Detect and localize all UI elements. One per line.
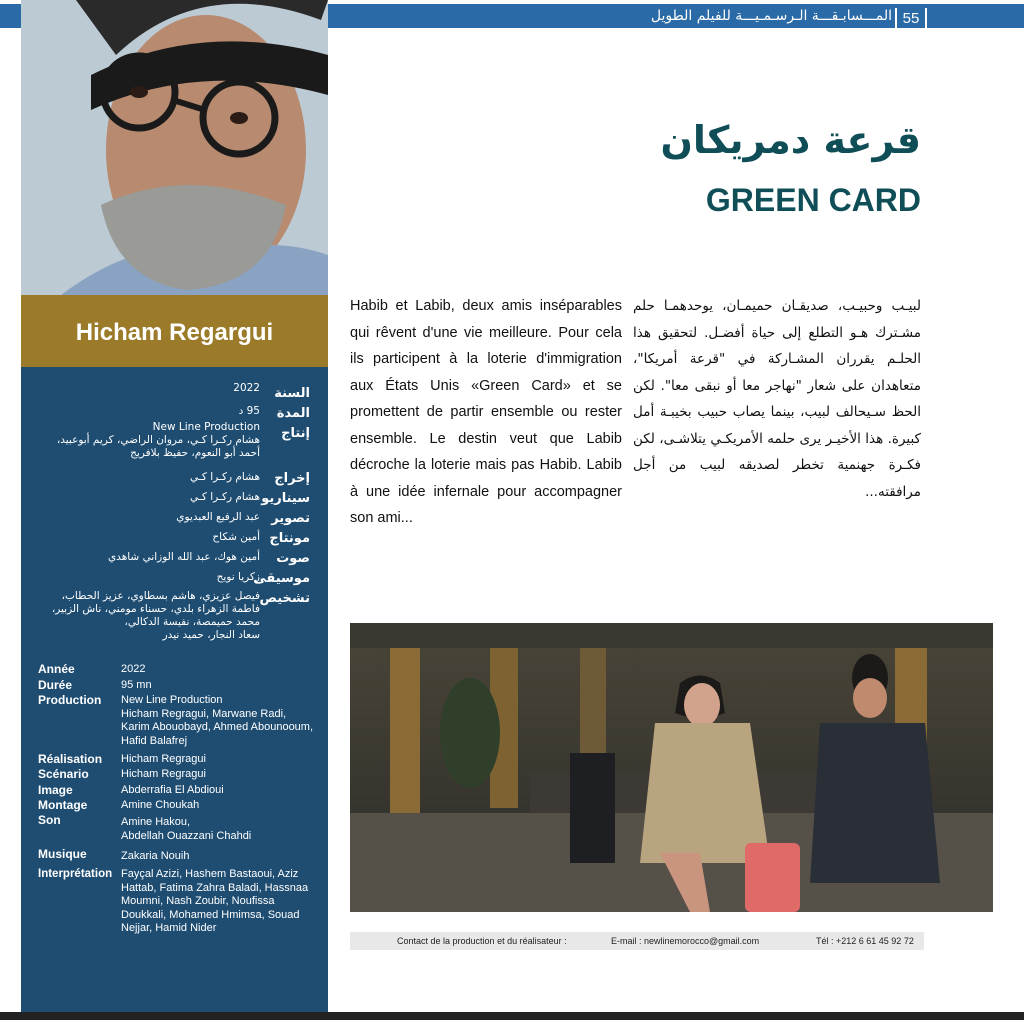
credit-label: Montage — [38, 798, 88, 812]
credit-label: السنة — [274, 386, 310, 401]
credit-value: 2022 — [233, 382, 260, 394]
credit-label: Production — [38, 693, 102, 707]
film-still — [350, 623, 993, 912]
credit-value: عبد الرفيع العبديوي — [176, 511, 260, 523]
credit-row-editing-ar — [21, 530, 318, 548]
credit-label: Scénario — [38, 767, 89, 781]
credit-value: 95 mn — [121, 679, 152, 691]
credit-value: Amine Hakou, Abdellah Ouazzani Chahdi — [121, 816, 252, 842]
credit-value: Amine Choukah — [121, 799, 200, 811]
contact-email: E-mail : newlinemorocco@gmail.com — [611, 936, 760, 946]
bottom-strip — [0, 1012, 1024, 1020]
credit-row-direction-ar — [21, 470, 318, 488]
credit-label: إخراج — [274, 471, 310, 486]
credit-label: Année — [38, 662, 75, 676]
credit-value: Abderrafia El Abdioui — [121, 784, 224, 796]
credit-label: صوت — [276, 551, 310, 566]
film-title-english: GREEN CARD — [705, 182, 921, 218]
credit-row-production-ar — [21, 420, 318, 459]
credit-value: أمين شكاح — [212, 531, 260, 543]
credit-label: موسيقى — [253, 571, 310, 586]
credit-row-music-ar — [21, 570, 318, 588]
page-number: 55 — [895, 8, 927, 30]
credit-label: Durée — [38, 678, 73, 692]
credit-label: إنتاج — [281, 426, 310, 441]
director-portrait-image — [21, 0, 328, 295]
contact-label: Contact de la production et du réalisateur : — [397, 936, 567, 946]
credit-row-image-ar — [21, 510, 318, 528]
credit-value: زكريا نويح — [216, 571, 260, 583]
credit-label: Interprétation — [38, 868, 113, 880]
credit-label: Son — [38, 813, 61, 827]
credit-label: تشخيص — [259, 591, 310, 606]
credit-value: Hicham Regragui — [121, 753, 206, 765]
credit-value: هشام ركـرا كـي — [190, 471, 260, 483]
credit-value: أمين هوك، عبد الله الوزاني شاهدي — [107, 551, 260, 563]
credit-value: New Line Production هشام ركـرا كـي، مروان الراضي، كريم أبوعبيد، أحمد أبو النعوم، حفيظ بلافريج — [56, 421, 260, 459]
film-still-image — [350, 623, 993, 912]
credit-label: Image — [38, 783, 73, 797]
contact-bar — [350, 932, 924, 950]
film-title-arabic: قرعة دمريكان — [660, 118, 921, 162]
credit-value: 95 د — [238, 405, 260, 417]
credit-row-year-ar — [21, 380, 318, 401]
credit-value: 2022 — [121, 663, 146, 675]
contact-phone: Tél : +212 6 61 45 92 72 — [816, 936, 914, 946]
credit-row-sound-ar — [21, 550, 318, 568]
credit-label: المدة — [276, 406, 310, 421]
credit-value: فيصل عزيزي، هاشم بسطاوي، عزيز الحطاب، فاطمة الزهراء بلدي، حسناء مومني، ناش الزبير، محمد حميمصة، نفيسة الدكالي، سعاد النجار، حميد نيدر — [51, 590, 260, 641]
credit-row-cast-ar — [21, 590, 318, 641]
director-name: Hicham Regargui — [75, 319, 274, 346]
credit-row-screenplay-ar — [21, 490, 318, 508]
director-photo — [21, 0, 328, 295]
credit-label: Musique — [38, 847, 87, 861]
credit-value: Fayçal Azizi, Hashem Bastaoui, Aziz Hattab, Fatima Zahra Baladi, Hassnaa Moumni, Nash Zoubir, Noufissa Doukkali, Mohamed Hmimsa, Souad Nejjar, Hamid Nider — [121, 868, 309, 934]
credit-label: Réalisation — [38, 752, 103, 766]
section-title: المـــسابـقـــة الـرسـمـيـــة للفيلم الطويل — [650, 8, 892, 24]
credit-label: مونتاج — [269, 531, 310, 546]
credit-label: سيناريو — [261, 491, 310, 506]
synopsis-french: Habib et Labib, deux amis inséparables qui rêvent d'une vie meilleure. Pour cela ils participent à la loterie d'immigration aux États Unis «Green Card» et se promettent de partir ensemble ou rester ensemble. Le destin veut que Labib décroche la loterie mais pas Habib. Labib à une idée infernale pour accompagner son ami... — [350, 298, 622, 526]
credit-value: New Line Production Hicham Regragui, Marwane Radi, Karim Abouobayd, Ahmed Abounooum, Hafid Balafrej — [121, 694, 314, 747]
credit-value: Hicham Regragui — [121, 768, 206, 780]
director-name-band — [21, 295, 328, 367]
synopsis-arabic: لبيـب وحبيـب، صديقـان حميمـان، يوحدهمـا حلم مشـترك هـو التطلع إلى حياة أفضـل. لتحقيق هذا الحلـم يقرران المشـاركة في "قرعة أمريكا"، متعاهدان على شعار "نهاجر معا أو نبقى معا". لكن الحظ سـيحالف لبيب، بينما يصاب حبيب بخيبـة أمل كبيرة. هذا الأخيـر يرى حلمه الأمريكـي يتلاشـى، لكن فكـرة جهنمية تخطر لصديقه لبيب من أجل مرافقته... — [633, 298, 921, 500]
credit-value: هشام ركـرا كـي — [190, 491, 260, 503]
credit-value: Zakaria Nouih — [121, 850, 190, 862]
credit-label: تصوير — [271, 511, 310, 526]
